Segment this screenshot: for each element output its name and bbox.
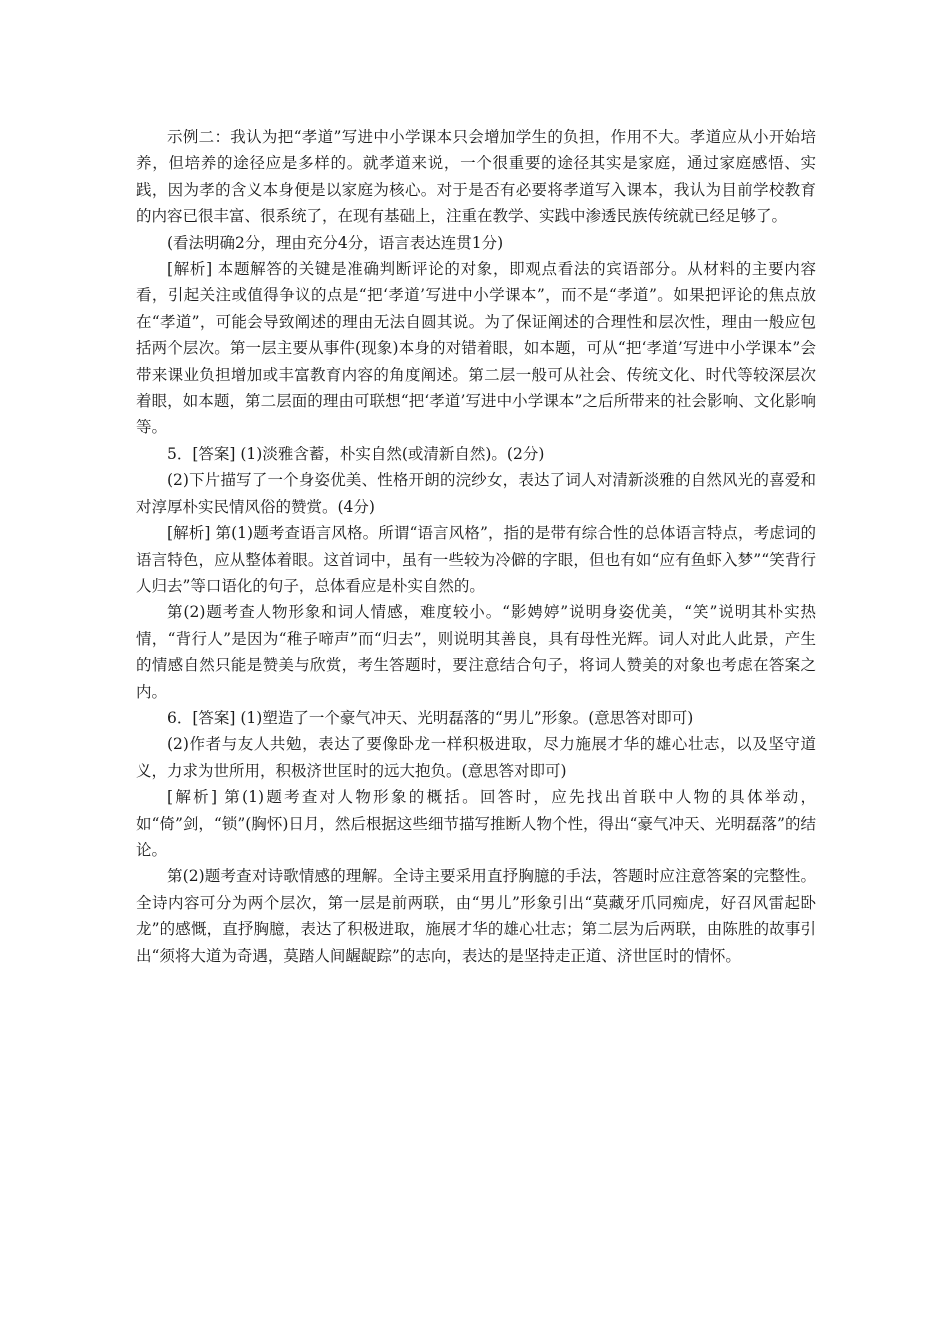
paragraph-analysis-5-1: [解析] 第(1)题考查语言风格。所谓“语言风格”，指的是带有综合性的总体语言特点，考虑词的语言特色，应从整体着眼。这首词中，虽有一些较为冷僻的字眼，但也有如“应有鱼虾入梦”“笑背行人归去”等口语化的句子，总体看应是朴实自然的。 (136, 524, 816, 595)
paragraph-answer-6-2: (2)作者与友人共勉，表达了要像卧龙一样积极进取，尽力施展才华的雄心壮志，以及坚守道义，力求为世所用，积极济世匡时的远大抱负。(意思答对即可) (136, 735, 816, 780)
paragraph-scoring-note: (看法明确2分，理由充分4分，语言表达连贯1分) (167, 233, 504, 252)
paragraph-analysis-5-2: 第(2)题考查人物形象和词人情感，难度较小。“影娉婷”说明身姿优美，“笑”说明其朴实热情，“背行人”是因为“稚子啼声”而“归去”，则说明其善良，具有母性光辉。词人对此人此景，产生的情感自然只能是赞美与欣赏，考生答题时，要注意结合句子，将词人赞美的对象也考虑在答案之内。 (136, 603, 816, 701)
paragraph-analysis-4: [解析] 本题解答的关键是准确判断评论的对象，即观点看法的宾语部分。从材料的主要内容看，引起关注或值得争议的点是“把‘孝道’写进中小学课本”，而不是“孝道”。如果把评论的焦点放在“孝道”，可能会导致阐述的理由无法自圆其说。为了保证阐述的合理性和层次性，理由一般应包括两个层次。第一层主要从事件(现象)本身的对错着眼，如本题，可从“把‘孝道’写进中小学课本”会带来课业负担增加或丰富教育内容的角度阐述。第二层一般可从社会、传统文化、时代等较深层次着眼，如本题，第二层面的理由可联想“把‘孝道’写进中小学课本”之后所带来的社会影响、文化影响等。 (136, 260, 816, 437)
paragraph-answer-5-1: 5．[答案] (1)淡雅含蓄，朴实自然(或清新自然)。(2分) (167, 444, 545, 463)
document-body (136, 124, 816, 969)
paragraph-analysis-6-2: 第(2)题考查对诗歌情感的理解。全诗主要采用直抒胸臆的手法，答题时应注意答案的完整性。全诗内容可分为两个层次，第一层是前两联，由“男儿”形象引出“莫藏牙爪同痴虎，好召风雷起卧龙”的感慨，直抒胸臆，表达了积极进取，施展才华的雄心壮志；第二层为后两联，由陈胜的故事引出“须将大道为奇遇，莫踏人间龌龊踪”的志向，表达的是坚持走正道、济世匡时的情怀。 (136, 867, 816, 965)
paragraph-answer-6-1: 6．[答案] (1)塑造了一个豪气冲天、光明磊落的“男儿”形象。(意思答对即可) (167, 708, 694, 727)
paragraph-answer-5-2: (2)下片描写了一个身姿优美、性格开朗的浣纱女，表达了词人对清新淡雅的自然风光的喜爱和对淳厚朴实民情风俗的赞赏。(4分) (136, 471, 816, 516)
paragraph-example-two: 示例二：我认为把“孝道”写进中小学课本只会增加学生的负担，作用不大。孝道应从小开始培养，但培养的途径应是多样的。就孝道来说，一个很重要的途径其实是家庭，通过家庭感悟、实践，因为孝的含义本身便是以家庭为核心。对于是否有必要将孝道写入课本，我认为目前学校教育的内容已很丰富、很系统了，在现有基础上，注重在教学、实践中渗透民族传统就已经足够了。 (136, 128, 816, 226)
paragraph-analysis-6-1: [解析] 第(1)题考查对人物形象的概括。回答时，应先找出首联中人物的具体举动，如“倚”剑，“锁”(胸怀)日月，然后根据这些细节描写推断人物个性，得出“豪气冲天、光明磊落”的结论。 (136, 788, 816, 859)
